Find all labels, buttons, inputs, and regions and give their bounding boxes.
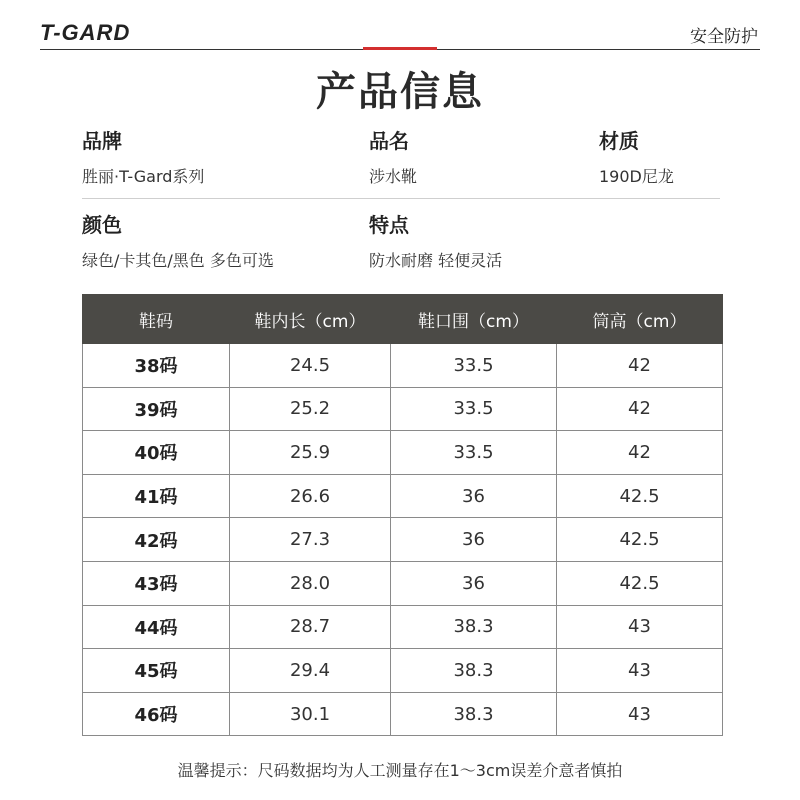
title-accent-bar — [363, 47, 437, 50]
info-row-2 — [82, 210, 720, 282]
inner-length-cell: 28.0 — [230, 561, 391, 605]
inner-length-cell: 25.9 — [230, 431, 391, 475]
opening-cell: 38.3 — [391, 605, 557, 649]
opening-cell: 36 — [391, 474, 557, 518]
info-row-1 — [82, 126, 720, 199]
table-row — [83, 344, 723, 388]
info-value: 绿色/卡其色/黑色 多色可选 — [82, 251, 274, 270]
size-table — [82, 294, 723, 736]
table-row — [83, 518, 723, 562]
size-cell: 39码 — [83, 387, 230, 431]
info-value: 胜丽·T-Gard系列 — [82, 167, 205, 186]
info-label: 品牌 — [82, 129, 122, 153]
info-value: 涉水靴 — [369, 167, 418, 186]
info-features — [369, 210, 502, 273]
info-brand — [82, 126, 204, 189]
size-cell: 45码 — [83, 649, 230, 693]
size-cell: 38码 — [83, 344, 230, 388]
table-row — [83, 431, 723, 475]
shaft-height-cell: 42 — [557, 387, 723, 431]
info-product-name — [369, 126, 417, 189]
info-material — [599, 126, 674, 189]
info-value: 190D尼龙 — [599, 167, 674, 186]
opening-cell: 33.5 — [391, 344, 557, 388]
table-row — [83, 692, 723, 736]
opening-cell: 36 — [391, 518, 557, 562]
inner-length-cell: 29.4 — [230, 649, 391, 693]
table-row — [83, 605, 723, 649]
info-value: 防水耐磨 轻便灵活 — [369, 251, 503, 270]
opening-cell: 33.5 — [391, 387, 557, 431]
size-cell: 43码 — [83, 561, 230, 605]
column-header-shaft-height: 筒高（cm） — [557, 295, 723, 344]
header-bar — [0, 0, 800, 52]
size-cell: 41码 — [83, 474, 230, 518]
shaft-height-cell: 42.5 — [557, 518, 723, 562]
shaft-height-cell: 43 — [557, 605, 723, 649]
table-row — [83, 561, 723, 605]
shaft-height-cell: 42 — [557, 344, 723, 388]
brand-logo: T-GARD — [40, 20, 131, 45]
table-row — [83, 474, 723, 518]
column-header-size: 鞋码 — [83, 295, 230, 344]
inner-length-cell: 27.3 — [230, 518, 391, 562]
opening-cell: 38.3 — [391, 649, 557, 693]
column-header-inner-length: 鞋内长（cm） — [230, 295, 391, 344]
size-cell: 46码 — [83, 692, 230, 736]
size-cell: 42码 — [83, 518, 230, 562]
size-cell: 40码 — [83, 431, 230, 475]
shaft-height-cell: 43 — [557, 692, 723, 736]
info-color — [82, 210, 274, 273]
category-label: 安全防护 — [690, 27, 758, 47]
table-header-row — [83, 295, 723, 344]
inner-length-cell: 24.5 — [230, 344, 391, 388]
info-label: 特点 — [369, 213, 409, 237]
info-label: 材质 — [599, 129, 639, 153]
table-row — [83, 387, 723, 431]
table-row — [83, 649, 723, 693]
shaft-height-cell: 42.5 — [557, 561, 723, 605]
inner-length-cell: 28.7 — [230, 605, 391, 649]
shaft-height-cell: 42.5 — [557, 474, 723, 518]
info-label: 品名 — [369, 129, 409, 153]
inner-length-cell: 26.6 — [230, 474, 391, 518]
info-label: 颜色 — [82, 213, 122, 237]
column-header-opening: 鞋口围（cm） — [391, 295, 557, 344]
opening-cell: 33.5 — [391, 431, 557, 475]
opening-cell: 36 — [391, 561, 557, 605]
shaft-height-cell: 42 — [557, 431, 723, 475]
size-cell: 44码 — [83, 605, 230, 649]
inner-length-cell: 25.2 — [230, 387, 391, 431]
shaft-height-cell: 43 — [557, 649, 723, 693]
measurement-note: 温馨提示：尺码数据均为人工测量存在1～3cm误差介意者慎拍 — [177, 761, 623, 780]
opening-cell: 38.3 — [391, 692, 557, 736]
page-title: 产品信息 — [316, 69, 484, 115]
inner-length-cell: 30.1 — [230, 692, 391, 736]
